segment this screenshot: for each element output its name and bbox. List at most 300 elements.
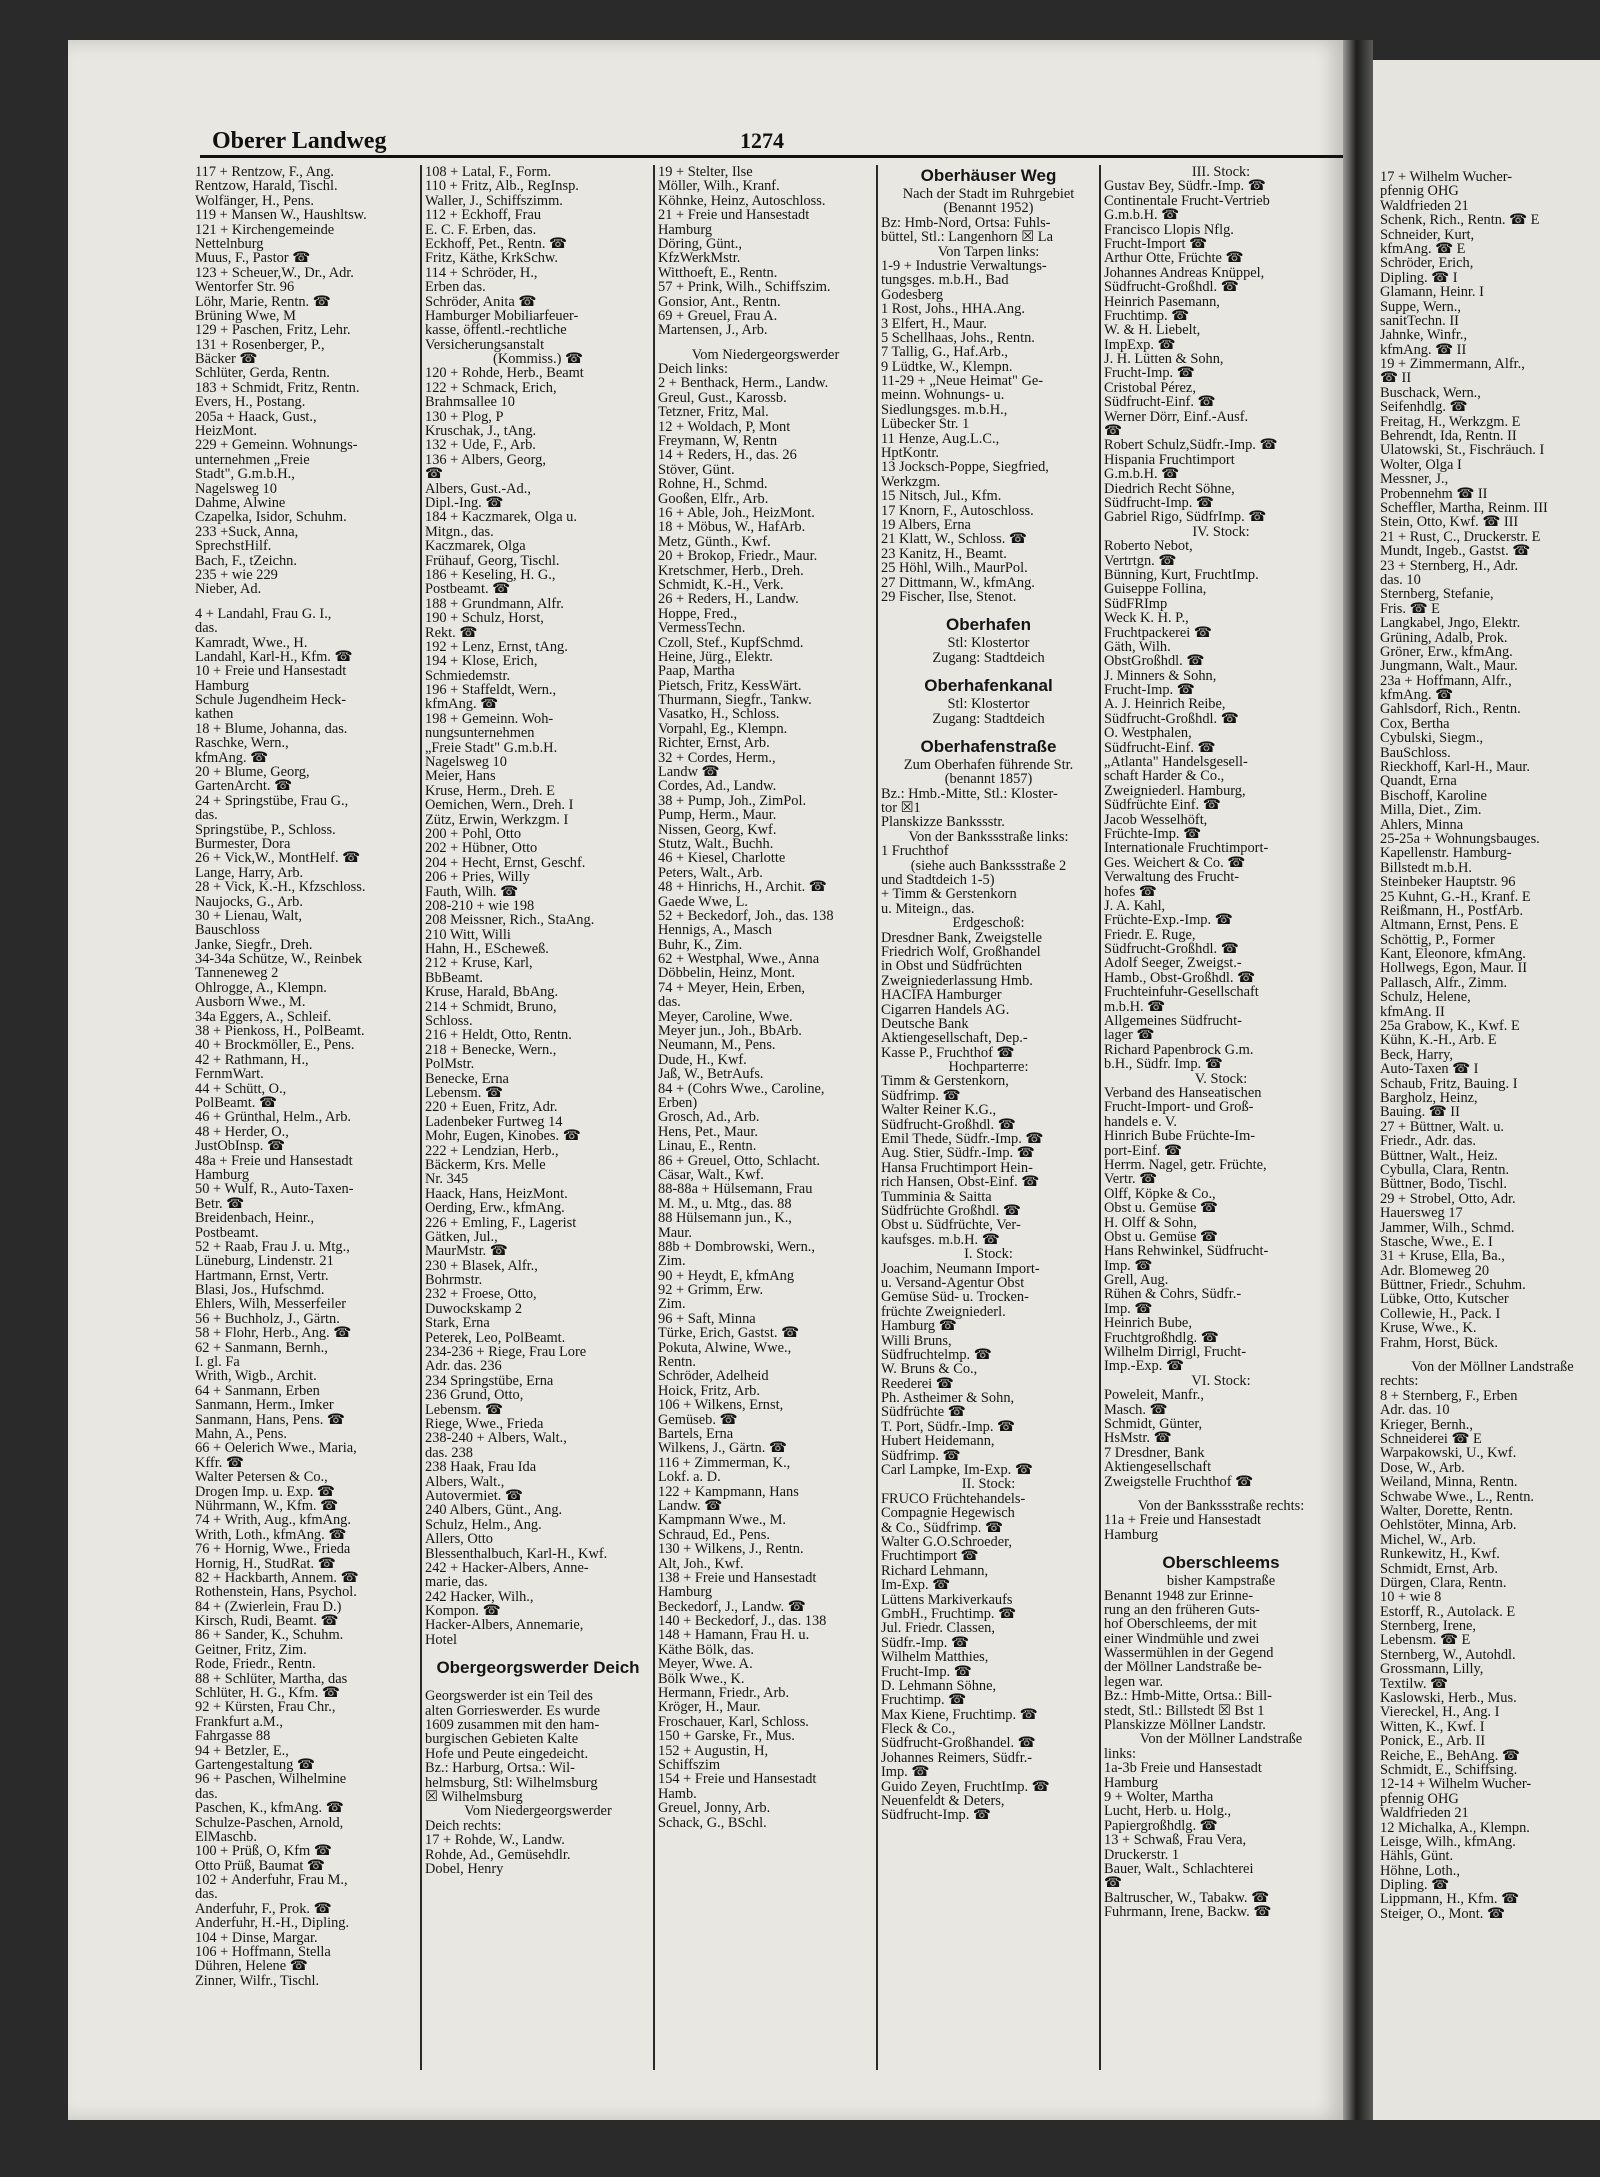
directory-entry: Käthe Bölk, das. bbox=[658, 1641, 754, 1658]
directory-entry: kfmAng. II bbox=[1380, 1003, 1445, 1020]
directory-entry: Hähls, Günt. bbox=[1380, 1848, 1454, 1865]
directory-entry: 48 + Hinrichs, H., Archit. ☎ bbox=[658, 879, 827, 896]
directory-entry: Jungmann, Walt., Maur. bbox=[1380, 658, 1518, 675]
directory-entry: Dühren, Helene ☎ bbox=[195, 1958, 308, 1975]
directory-entry: Walter Reiner K.G., bbox=[881, 1102, 997, 1119]
section-note: Von der Bankssstraße links: bbox=[908, 828, 1069, 845]
directory-entry: büttel, Stl.: Langenhorn ☒ La bbox=[881, 229, 1053, 246]
directory-entry: FRUCO Früchtehandels- bbox=[881, 1490, 1026, 1507]
directory-entry: Dürgen, Clara, Rentn. bbox=[1380, 1574, 1507, 1591]
directory-entry: 208-210 + wie 198 bbox=[425, 897, 535, 914]
directory-entry: 29 Fischer, Ilse, Stenot. bbox=[881, 588, 1017, 605]
directory-entry: Allers, Otto bbox=[425, 1531, 493, 1548]
directory-entry: JustObInsp. ☎ bbox=[195, 1138, 285, 1155]
directory-entry: 96 + Saft, Minna bbox=[658, 1310, 756, 1327]
directory-entry: Muus, F., Pastor ☎ bbox=[195, 250, 311, 267]
directory-entry: 106 + Wilkens, Ernst, bbox=[658, 1397, 784, 1414]
directory-entry: Bauing. ☎ II bbox=[1380, 1104, 1460, 1121]
directory-entry: Kruse, Wwe., K. bbox=[1380, 1320, 1477, 1337]
directory-entry: Hamburg bbox=[1104, 1526, 1159, 1543]
directory-entry: 229 + Gemeinn. Wohnungs- bbox=[195, 437, 358, 454]
directory-entry: Kffr. ☎ bbox=[195, 1454, 244, 1471]
directory-entry: früchte Zweigniederl. bbox=[881, 1303, 1006, 1320]
directory-entry: Writh, Loth., kfmAng. ☎ bbox=[195, 1526, 347, 1543]
directory-entry: Tumminia & Saitta bbox=[881, 1188, 992, 1205]
directory-entry: MaurMstr. ☎ bbox=[425, 1243, 508, 1260]
directory-entry: 92 + Grimm, Erw. bbox=[658, 1282, 764, 1299]
directory-entry: Compagnie Hegewisch bbox=[881, 1505, 1015, 1522]
directory-entry: Thurmann, Siegfr., Tankw. bbox=[658, 692, 812, 709]
header-rule bbox=[200, 155, 1343, 158]
directory-entry: Hermann, Friedr., Arb. bbox=[658, 1685, 790, 1702]
directory-entry: 46 + Kiesel, Charlotte bbox=[658, 850, 786, 867]
section-note: Von der Möllner Landstraße bbox=[1139, 1731, 1303, 1748]
directory-entry: Neuenfeldt & Deters, bbox=[881, 1793, 1005, 1810]
directory-entry: 17 + Wilhelm Wucher- bbox=[1380, 170, 1513, 185]
directory-entry: Stutz, Walt., Buchh. bbox=[658, 835, 774, 852]
directory-entry: Rekt. ☎ bbox=[425, 624, 478, 641]
directory-entry: kfmAng. ☎ II bbox=[1380, 341, 1467, 358]
directory-entry: 62 + Sanmann, Bernh., bbox=[195, 1339, 328, 1356]
directory-entry: Witthoeft, E., Rentn. bbox=[658, 264, 778, 281]
directory-entry: 40 + Brockmöller, E., Pens. bbox=[195, 1037, 355, 1054]
directory-entry: Frucht-Imp. ☎ bbox=[881, 1663, 972, 1680]
directory-entry: Hollwegs, Egon, Maur. II bbox=[1380, 960, 1528, 977]
directory-entry: 117 + Rentzow, F., Ang. bbox=[195, 165, 335, 180]
directory-entry: 236 Grund, Otto, bbox=[425, 1387, 524, 1404]
directory-entry: Lebensm. ☎ bbox=[425, 1085, 503, 1101]
directory-entry: Mundt, Ingeb., Gastst. ☎ bbox=[1380, 543, 1531, 560]
directory-entry: 140 + Beckedorf, J., das. 138 bbox=[658, 1613, 827, 1630]
directory-entry: Cäsar, Walt., Kwf. bbox=[658, 1166, 764, 1183]
directory-entry: 10 + Freie und Hansestadt bbox=[195, 663, 347, 680]
directory-entry: Frühauf, Georg, Tischl. bbox=[425, 552, 560, 569]
section-spacer bbox=[881, 604, 1096, 614]
directory-entry: Reiche, E., BehAng. ☎ bbox=[1380, 1747, 1520, 1764]
directory-entry: Waldfrieden 21 bbox=[1380, 197, 1469, 214]
directory-entry: Schneiderei ☎ E bbox=[1380, 1430, 1482, 1447]
directory-entry: Frucht-Imp. ☎ bbox=[1104, 682, 1195, 699]
directory-entry: Früchte-Imp. ☎ bbox=[1104, 825, 1202, 842]
section-note: (siehe auch Bankssstraße 2 bbox=[910, 857, 1067, 874]
directory-entry: Collewie, H., Pack. I bbox=[1380, 1305, 1501, 1322]
directory-entry: Südfrüchte Großhdl. ☎ bbox=[881, 1203, 1021, 1219]
directory-entry: 148 + Hamann, Frau H. u. bbox=[658, 1627, 810, 1644]
directory-entry: alten Gorrieswerder. Es wurde bbox=[425, 1702, 601, 1719]
street-name-header: Oberer Landweg bbox=[212, 128, 387, 154]
directory-entry: Jahnke, Winfr., bbox=[1380, 327, 1468, 344]
directory-entry: Lübecker Str. 1 bbox=[881, 416, 970, 433]
directory-entry: 46 + Grünthal, Helm., Arb. bbox=[195, 1109, 351, 1126]
directory-entry: 74 + Writh, Aug., kfmAng. bbox=[195, 1512, 351, 1529]
directory-entry: 86 + Sander, K., Schuhm. bbox=[195, 1627, 344, 1644]
directory-entry: Schmidt, E., Schiffsing. bbox=[1380, 1761, 1518, 1778]
directory-entry: stedt, Stl.: Billstedt ☒ Bst 1 bbox=[1104, 1702, 1265, 1719]
directory-entry: Betr. ☎ bbox=[195, 1195, 245, 1212]
section-note: Zum Oberhafen führende Str. bbox=[903, 756, 1074, 773]
directory-entry: Milla, Diet., Zim. bbox=[1380, 802, 1482, 819]
directory-entry: 7 Tallig, G., Haf.Arb., bbox=[881, 344, 1009, 361]
directory-entry: Zweigstelle Fruchthof ☎ bbox=[1104, 1473, 1254, 1490]
directory-entry: Tanneneweg 2 bbox=[195, 965, 279, 982]
directory-entry: Raschke, Wern., bbox=[195, 735, 289, 752]
section-note: Zugang: Stadtdeich bbox=[932, 710, 1045, 727]
directory-entry: Schmidt, Ernst, Arb. bbox=[1380, 1560, 1498, 1577]
directory-entry: Springstübe, P., Schloss. bbox=[195, 821, 336, 838]
directory-entry: Peterek, Leo, PolBeamt. bbox=[425, 1329, 566, 1346]
directory-entry: Bz.: Hmb-Mitte, Ortsa.: Bill- bbox=[1104, 1688, 1272, 1705]
directory-entry: Estorff, R., Autolack. E bbox=[1380, 1603, 1516, 1620]
directory-entry: das. bbox=[195, 807, 218, 824]
directory-entry: 214 + Schmidt, Bruno, bbox=[425, 998, 557, 1015]
directory-entry: 69 + Greuel, Frau A. bbox=[658, 307, 778, 324]
directory-entry: 9 + Wolter, Martha bbox=[1104, 1788, 1214, 1805]
directory-entry: Südfrimp. ☎ bbox=[881, 1447, 961, 1464]
directory-entry: G.m.b.H. ☎ bbox=[1104, 466, 1180, 483]
directory-entry: Paschen, K., kfmAng. ☎ bbox=[195, 1800, 344, 1817]
directory-entry: Hispania Fruchtimport bbox=[1104, 451, 1235, 468]
directory-entry: Godesberg bbox=[881, 286, 944, 303]
directory-entry: Nagelsweg 10 bbox=[425, 754, 507, 771]
directory-entry: 88 + Schlüter, Martha, das bbox=[195, 1670, 348, 1687]
directory-entry: Neumann, M., Pens. bbox=[658, 1037, 776, 1054]
directory-entry: G.m.b.H. ☎ bbox=[1104, 207, 1180, 224]
directory-entry: Continentale Frucht-Vertrieb bbox=[1104, 192, 1270, 209]
directory-entry: Fruchtpackerei ☎ bbox=[1104, 624, 1212, 641]
directory-entry: 34-34a Schütze, W., Reinbek bbox=[195, 951, 363, 968]
directory-entry: 88 Hülsemann jun., K., bbox=[658, 1210, 792, 1227]
directory-entry: Schwabe Wwe., L., Rentn. bbox=[1380, 1488, 1534, 1505]
directory-entry: 88b + Dombrowski, Wern., bbox=[658, 1238, 815, 1255]
directory-entry: D. Lehmann Söhne, bbox=[881, 1677, 997, 1694]
directory-entry: Südfrimp. ☎ bbox=[881, 1087, 961, 1104]
directory-entry: Vertr. ☎ bbox=[1104, 1171, 1158, 1188]
directory-entry: u. Miteign., das. bbox=[881, 900, 975, 917]
directory-entry: Siedlungsges. m.b.H., bbox=[881, 401, 1008, 418]
directory-entry: Heinrich Bube, bbox=[1104, 1315, 1192, 1332]
directory-entry: das. bbox=[195, 1785, 218, 1802]
directory-entry: BbBeamt. bbox=[425, 969, 483, 986]
directory-entry: Südfrucht-Imp. ☎ bbox=[881, 1807, 991, 1824]
directory-entry: Suppe, Wern., bbox=[1380, 298, 1461, 315]
directory-entry: ☎ bbox=[425, 466, 443, 483]
directory-entry: pfennig OHG bbox=[1380, 183, 1459, 200]
directory-entry: Hubert Heidemann, bbox=[881, 1433, 995, 1450]
directory-entry: Fahrgasse 88 bbox=[195, 1728, 271, 1745]
directory-entry: Beck, Harry, bbox=[1380, 1046, 1453, 1063]
directory-entry: Frucht-Import ☎ bbox=[1104, 235, 1208, 252]
directory-entry: 52 + Beckedorf, Joh., das. 138 bbox=[658, 907, 834, 924]
section-note: VI. Stock: bbox=[1191, 1372, 1251, 1389]
directory-entry: Czapelka, Isidor, Schuhm. bbox=[195, 509, 347, 526]
directory-entry: 184 + Kaczmarek, Olga u. bbox=[425, 509, 577, 526]
directory-entry: Dahme, Alwine bbox=[195, 494, 286, 511]
directory-entry: hof Oberschleems, der mit bbox=[1104, 1616, 1257, 1633]
directory-entry: Olff, Köpke & Co., bbox=[1104, 1185, 1216, 1202]
directory-entry: Rieckhoff, Karl-H., Maur. bbox=[1380, 759, 1530, 776]
directory-entry: Weck K. H. P., bbox=[1104, 610, 1189, 627]
directory-entry: Druckerstr. 1 bbox=[1104, 1846, 1180, 1863]
directory-entry: Deich rechts: bbox=[425, 1817, 502, 1834]
directory-entry: Ulatowski, St., Fischräuch. I bbox=[1380, 442, 1545, 459]
directory-entry: Oerding, Erw., kfmAng. bbox=[425, 1200, 565, 1217]
directory-entry: Hofe und Peute eingedeicht. bbox=[425, 1745, 589, 1762]
directory-entry: 25 Höhl, Wilh., MaurPol. bbox=[881, 560, 1028, 577]
directory-entry: J. H. Lütten & Sohn, bbox=[1104, 351, 1224, 368]
directory-entry: 1 Fruchthof bbox=[881, 843, 949, 860]
column-5 bbox=[1104, 165, 1338, 2055]
directory-entry: 19 + Zimmermann, Alfr., bbox=[1380, 356, 1525, 373]
directory-entry: Bz.: Harburg, Ortsa.: Wil- bbox=[425, 1760, 575, 1777]
directory-entry: 216 + Heldt, Otto, Rentn. bbox=[425, 1027, 572, 1044]
directory-entry: 25 Kuhnt, G.-H., Kranf. E bbox=[1380, 888, 1531, 905]
directory-entry: Probennehm ☎ II bbox=[1380, 485, 1488, 502]
directory-entry: Bäcker ☎ bbox=[195, 351, 258, 368]
directory-entry: Südfrucht-Einf. ☎ bbox=[1104, 739, 1216, 756]
directory-entry: Lüttens Markiverkaufs bbox=[881, 1591, 1013, 1608]
directory-entry: Buhr, K., Zim. bbox=[658, 936, 743, 953]
column-divider bbox=[420, 165, 422, 2070]
directory-entry: 122 + Schmack, Erich, bbox=[425, 379, 557, 396]
directory-entry: 84 + (Zwierlein, Frau D.) bbox=[195, 1598, 342, 1615]
directory-entry: Hotel bbox=[425, 1631, 457, 1648]
directory-entry: HeizMont. bbox=[195, 423, 257, 440]
directory-entry: Kasse P., Fruchthof ☎ bbox=[881, 1044, 1015, 1061]
directory-entry: 88-88a + Hülsemann, Frau bbox=[658, 1181, 813, 1198]
directory-entry: das. bbox=[195, 620, 218, 637]
directory-entry: Mitgn., das. bbox=[425, 523, 494, 540]
directory-entry: 202 + Hübner, Otto bbox=[425, 840, 538, 857]
directory-entry: Gabriel Rigo, SüdfrImp. ☎ bbox=[1104, 509, 1267, 526]
directory-entry: Nieber, Ad. bbox=[195, 581, 262, 598]
directory-entry: legen war. bbox=[1104, 1673, 1164, 1690]
directory-entry: Internationale Fruchtimport- bbox=[1104, 840, 1269, 857]
directory-entry: Fauth, Wilh. ☎ bbox=[425, 883, 519, 900]
directory-entry: Glamann, Heinr. I bbox=[1380, 284, 1484, 301]
directory-entry: Cristobal Pérez, bbox=[1104, 379, 1196, 396]
directory-entry: Hamburger Mobiliarfeuer- bbox=[425, 307, 579, 324]
directory-entry: 11-29 + „Neue Heimat" Ge- bbox=[881, 373, 1044, 390]
directory-entry: Imp. ☎ bbox=[1104, 1257, 1153, 1274]
directory-entry: Köhnke, Heinz, Autoschloss. bbox=[658, 192, 826, 209]
directory-entry: Kröger, H., Maur. bbox=[658, 1699, 761, 1716]
directory-entry: Südfrucht-Großhdl. ☎ bbox=[881, 1116, 1016, 1133]
directory-entry: hofes ☎ bbox=[1104, 883, 1157, 900]
directory-entry: Georgswerder ist ein Teil des bbox=[425, 1688, 593, 1705]
directory-entry: Ehlers, Wilh, Messerfeiler bbox=[195, 1296, 347, 1313]
directory-entry: Aktiengesellschaft, Dep.- bbox=[881, 1030, 1028, 1047]
directory-entry: rechts: bbox=[1380, 1373, 1419, 1390]
directory-entry: Imp. ☎ bbox=[881, 1764, 930, 1781]
directory-entry: Kaslowski, Herb., Mus. bbox=[1380, 1690, 1517, 1707]
directory-entry: 38 + Pienkoss, H., PolBeamt. bbox=[195, 1023, 365, 1040]
directory-entry: 18 + Möbus, W., HafArb. bbox=[658, 519, 806, 536]
directory-entry: 188 + Grundmann, Alfr. bbox=[425, 595, 564, 612]
directory-entry: Steiger, O., Mont. ☎ bbox=[1380, 1905, 1505, 1922]
directory-entry: 194 + Klose, Erich, bbox=[425, 653, 538, 670]
directory-entry: Brahmsallee 10 bbox=[425, 394, 515, 411]
directory-entry: 130 + Plog, P bbox=[425, 408, 504, 425]
directory-entry: Vasatko, H., Schloss. bbox=[658, 706, 780, 723]
directory-entry: Schröder, Erich, bbox=[1380, 255, 1474, 272]
directory-entry: 76 + Hornig, Wwe., Frieda bbox=[195, 1541, 351, 1558]
directory-entry: Nettelnburg bbox=[195, 235, 264, 252]
directory-entry: 136 + Albers, Georg, bbox=[425, 451, 546, 468]
directory-entry: 218 + Benecke, Wern., bbox=[425, 1041, 557, 1058]
directory-entry: Walter, Dorette, Rentn. bbox=[1380, 1502, 1513, 1519]
directory-entry: Messner, J., bbox=[1380, 471, 1449, 488]
directory-entry: 108 + Latal, F., Form. bbox=[425, 165, 552, 180]
directory-entry: 44 + Schütt, O., bbox=[195, 1080, 287, 1097]
directory-entry: Fritz, Käthe, KrkSchw. bbox=[425, 250, 558, 267]
directory-entry: 152 + Augustin, H, bbox=[658, 1742, 769, 1759]
directory-entry: Heinrich Pasemann, bbox=[1104, 293, 1220, 310]
directory-entry: Zim. bbox=[658, 1296, 686, 1313]
directory-entry: 186 + Keseling, H. G., bbox=[425, 566, 556, 583]
directory-entry: Südfrüchte ☎ bbox=[881, 1404, 966, 1421]
directory-entry: Kruse, Herm., Dreh. E bbox=[425, 782, 555, 799]
directory-entry: Pokuta, Alwine, Wwe., bbox=[658, 1339, 792, 1356]
directory-entry: Johannes Andreas Knüppel, bbox=[1104, 264, 1265, 281]
directory-entry: b.H., Südfr. Imp. ☎ bbox=[1104, 1056, 1223, 1073]
directory-entry: pfennig OHG bbox=[1380, 1790, 1459, 1807]
directory-entry: 38 + Pump, Joh., ZimPol. bbox=[658, 792, 807, 809]
directory-entry: 190 + Schulz, Horst, bbox=[425, 610, 544, 627]
directory-entry: Nührmann, W., Kfm. ☎ bbox=[195, 1497, 339, 1514]
directory-entry: Kompon. ☎ bbox=[425, 1603, 501, 1620]
directory-entry: 19 + Stelter, Ilse bbox=[658, 165, 753, 180]
directory-entry: Tetzner, Fritz, Mal. bbox=[658, 404, 769, 421]
directory-entry: Behrendt, Ida, Rentn. II bbox=[1380, 428, 1517, 445]
section-note: IV. Stock: bbox=[1192, 523, 1250, 540]
directory-entry: 17 + Rohde, W., Landw. bbox=[425, 1832, 565, 1849]
section-note: Nach der Stadt im Ruhrgebiet bbox=[902, 186, 1075, 202]
directory-entry: Altmann, Ernst, Pens. E bbox=[1380, 917, 1519, 934]
column-4 bbox=[881, 165, 1096, 2055]
directory-entry: Obst u. Gemüse ☎ bbox=[1104, 1200, 1218, 1217]
section-note: Hochparterre: bbox=[948, 1059, 1029, 1076]
directory-entry: Vertrtgn. ☎ bbox=[1104, 552, 1177, 569]
directory-entry: m.b.H. ☎ bbox=[1104, 998, 1166, 1015]
directory-entry: T. Port, Südfr.-Imp. ☎ bbox=[881, 1418, 1015, 1435]
directory-entry: Planskizze Bankssstr. bbox=[881, 814, 1005, 831]
directory-entry: Autovermiet. ☎ bbox=[425, 1487, 523, 1504]
directory-entry: 23 Kanitz, H., Beamt. bbox=[881, 545, 1007, 562]
directory-entry: Gätken, Jul., bbox=[425, 1228, 498, 1245]
directory-entry: Büttner, Bodo, Tischl. bbox=[1380, 1176, 1507, 1193]
directory-entry: einer Windmühle und zwei bbox=[1104, 1630, 1260, 1647]
directory-entry: Gartengestaltung ☎ bbox=[195, 1756, 315, 1773]
directory-entry: Lange, Harry, Arb. bbox=[195, 864, 304, 881]
directory-entry: 25a Grabow, K., Kwf. E bbox=[1380, 1018, 1520, 1035]
directory-entry: Richter, Ernst, Arb. bbox=[658, 735, 770, 752]
directory-entry: Zinner, Wilfr., Tischl. bbox=[195, 1972, 320, 1989]
directory-entry: Brüning Wwe, M bbox=[195, 307, 296, 324]
directory-entry: KfzWerkMstr. bbox=[658, 250, 741, 267]
directory-entry: Rothenstein, Hans, Psychol. bbox=[195, 1584, 357, 1601]
directory-entry: Walter G.O.Schroeder, bbox=[881, 1533, 1012, 1550]
directory-entry: Roberto Nebot, bbox=[1104, 538, 1193, 555]
directory-entry: Rohde, Ad., Gemüsehdlr. bbox=[425, 1846, 571, 1863]
column-divider bbox=[653, 165, 655, 2070]
directory-entry: Hamburg bbox=[658, 221, 713, 238]
directory-entry: 232 + Froese, Otto, bbox=[425, 1286, 537, 1303]
directory-entry: Sanmann, Herm., Imker bbox=[195, 1397, 334, 1414]
directory-entry: kasse, öffentl.-rechtliche bbox=[425, 322, 567, 339]
directory-entry: & Co., Südfrimp. ☎ bbox=[881, 1519, 1003, 1536]
directory-entry: 27 Dittmann, W., kfmAng. bbox=[881, 574, 1035, 591]
directory-entry: Hamburg bbox=[195, 677, 250, 694]
directory-entry: PolMstr. bbox=[425, 1056, 475, 1073]
directory-entry: Czoll, Stef., KupfSchmd. bbox=[658, 634, 804, 651]
directory-entry: Krieger, Bernh., bbox=[1380, 1416, 1473, 1433]
directory-entry: Haack, Hans, HeizMont. bbox=[425, 1185, 568, 1202]
directory-entry: Scheffler, Martha, Reinm. III bbox=[1380, 499, 1548, 516]
directory-entry: Michel, W., Arb. bbox=[1380, 1531, 1476, 1548]
directory-entry: ObstGroßhdl. ☎ bbox=[1104, 653, 1205, 670]
section-note: III. Stock: bbox=[1191, 165, 1251, 180]
directory-entry: Südfrucht-Großhdl. ☎ bbox=[1104, 941, 1239, 958]
directory-entry: GmbH., Fruchtimp. ☎ bbox=[881, 1605, 1017, 1622]
directory-entry: Bölk Wwe., K. bbox=[658, 1670, 745, 1687]
directory-entry: 24 + Springstübe, Frau G., bbox=[195, 792, 349, 809]
directory-entry: Timm & Gerstenkorn, bbox=[881, 1073, 1009, 1090]
directory-entry: 27 + Büttner, Walt. u. bbox=[1380, 1118, 1505, 1135]
directory-entry: 25-25a + Wohnungsbauges. bbox=[1380, 830, 1540, 847]
directory-entry: 16 + Able, Joh., HeizMont. bbox=[658, 504, 815, 521]
directory-entry: Adr. Blomeweg 20 bbox=[1380, 1262, 1490, 1279]
directory-entry: 104 + Dinse, Margar. bbox=[195, 1929, 318, 1946]
directory-entry: O. Westphalen, bbox=[1104, 725, 1192, 742]
directory-entry: Verband des Hanseatischen bbox=[1104, 1085, 1262, 1101]
directory-entry: 120 + Rohde, Herb., Beamt bbox=[425, 365, 584, 382]
directory-entry: 66 + Oelerich Wwe., Maria, bbox=[195, 1440, 357, 1457]
directory-entry: Gäth, Wilh. bbox=[1104, 638, 1171, 655]
directory-entry: Bz: Hmb-Nord, Ortsa: Fuhls- bbox=[881, 214, 1051, 231]
directory-entry: Waller, J., Schiffszimm. bbox=[425, 192, 563, 209]
directory-entry: Adr. das. 236 bbox=[425, 1358, 502, 1375]
directory-entry: Zim. bbox=[658, 1253, 686, 1270]
directory-entry: 29 + Strobel, Otto, Adr. bbox=[1380, 1190, 1516, 1207]
street-heading: Oberhafen bbox=[945, 615, 1032, 635]
directory-entry: Schlüter, H. G., Kfm. ☎ bbox=[195, 1685, 340, 1702]
directory-entry: Löhr, Marie, Rentn. ☎ bbox=[195, 293, 331, 310]
directory-entry: Burmester, Dora bbox=[195, 835, 291, 852]
directory-entry: Frucht-Imp. ☎ bbox=[1104, 365, 1195, 382]
directory-entry: Lebensm. ☎ bbox=[425, 1401, 503, 1418]
directory-entry: W. & H. Liebelt, bbox=[1104, 322, 1201, 339]
section-note: (Benannt 1952) bbox=[943, 200, 1034, 217]
directory-entry: 74 + Meyer, Hein, Erben, bbox=[658, 979, 806, 996]
directory-entry: 28 + Vick, K.-H., Kfzschloss. bbox=[195, 879, 366, 896]
directory-entry: 12-14 + Wilhelm Wucher- bbox=[1380, 1776, 1532, 1793]
directory-entry: Runkewitz, H., Kwf. bbox=[1380, 1546, 1500, 1563]
directory-entry: Meyer, Caroline, Wwe. bbox=[658, 1008, 793, 1025]
directory-entry: ImpExp. ☎ bbox=[1104, 336, 1176, 353]
directory-entry: Schulze-Paschen, Arnold, bbox=[195, 1814, 344, 1831]
directory-entry: Wentorfer Str. 96 bbox=[195, 279, 295, 296]
directory-entry: 48a + Freie und Hansestadt bbox=[195, 1152, 353, 1169]
directory-entry: 210 Witt, Willi bbox=[425, 926, 511, 943]
directory-entry: PolBeamt. ☎ bbox=[195, 1095, 277, 1111]
directory-entry: port-Einf. ☎ bbox=[1104, 1142, 1182, 1159]
directory-entry: Mohr, Eugen, Kinobes. ☎ bbox=[425, 1128, 581, 1145]
directory-entry: Baltruscher, W., Tabakw. ☎ bbox=[1104, 1889, 1270, 1906]
directory-entry: Allgemeines Südfrucht- bbox=[1104, 1013, 1242, 1030]
directory-entry: 23a + Hoffmann, Alfr., bbox=[1380, 672, 1512, 689]
directory-entry: Froschauer, Karl, Schloss. bbox=[658, 1713, 809, 1730]
directory-entry: Hamburg bbox=[1104, 1774, 1159, 1791]
